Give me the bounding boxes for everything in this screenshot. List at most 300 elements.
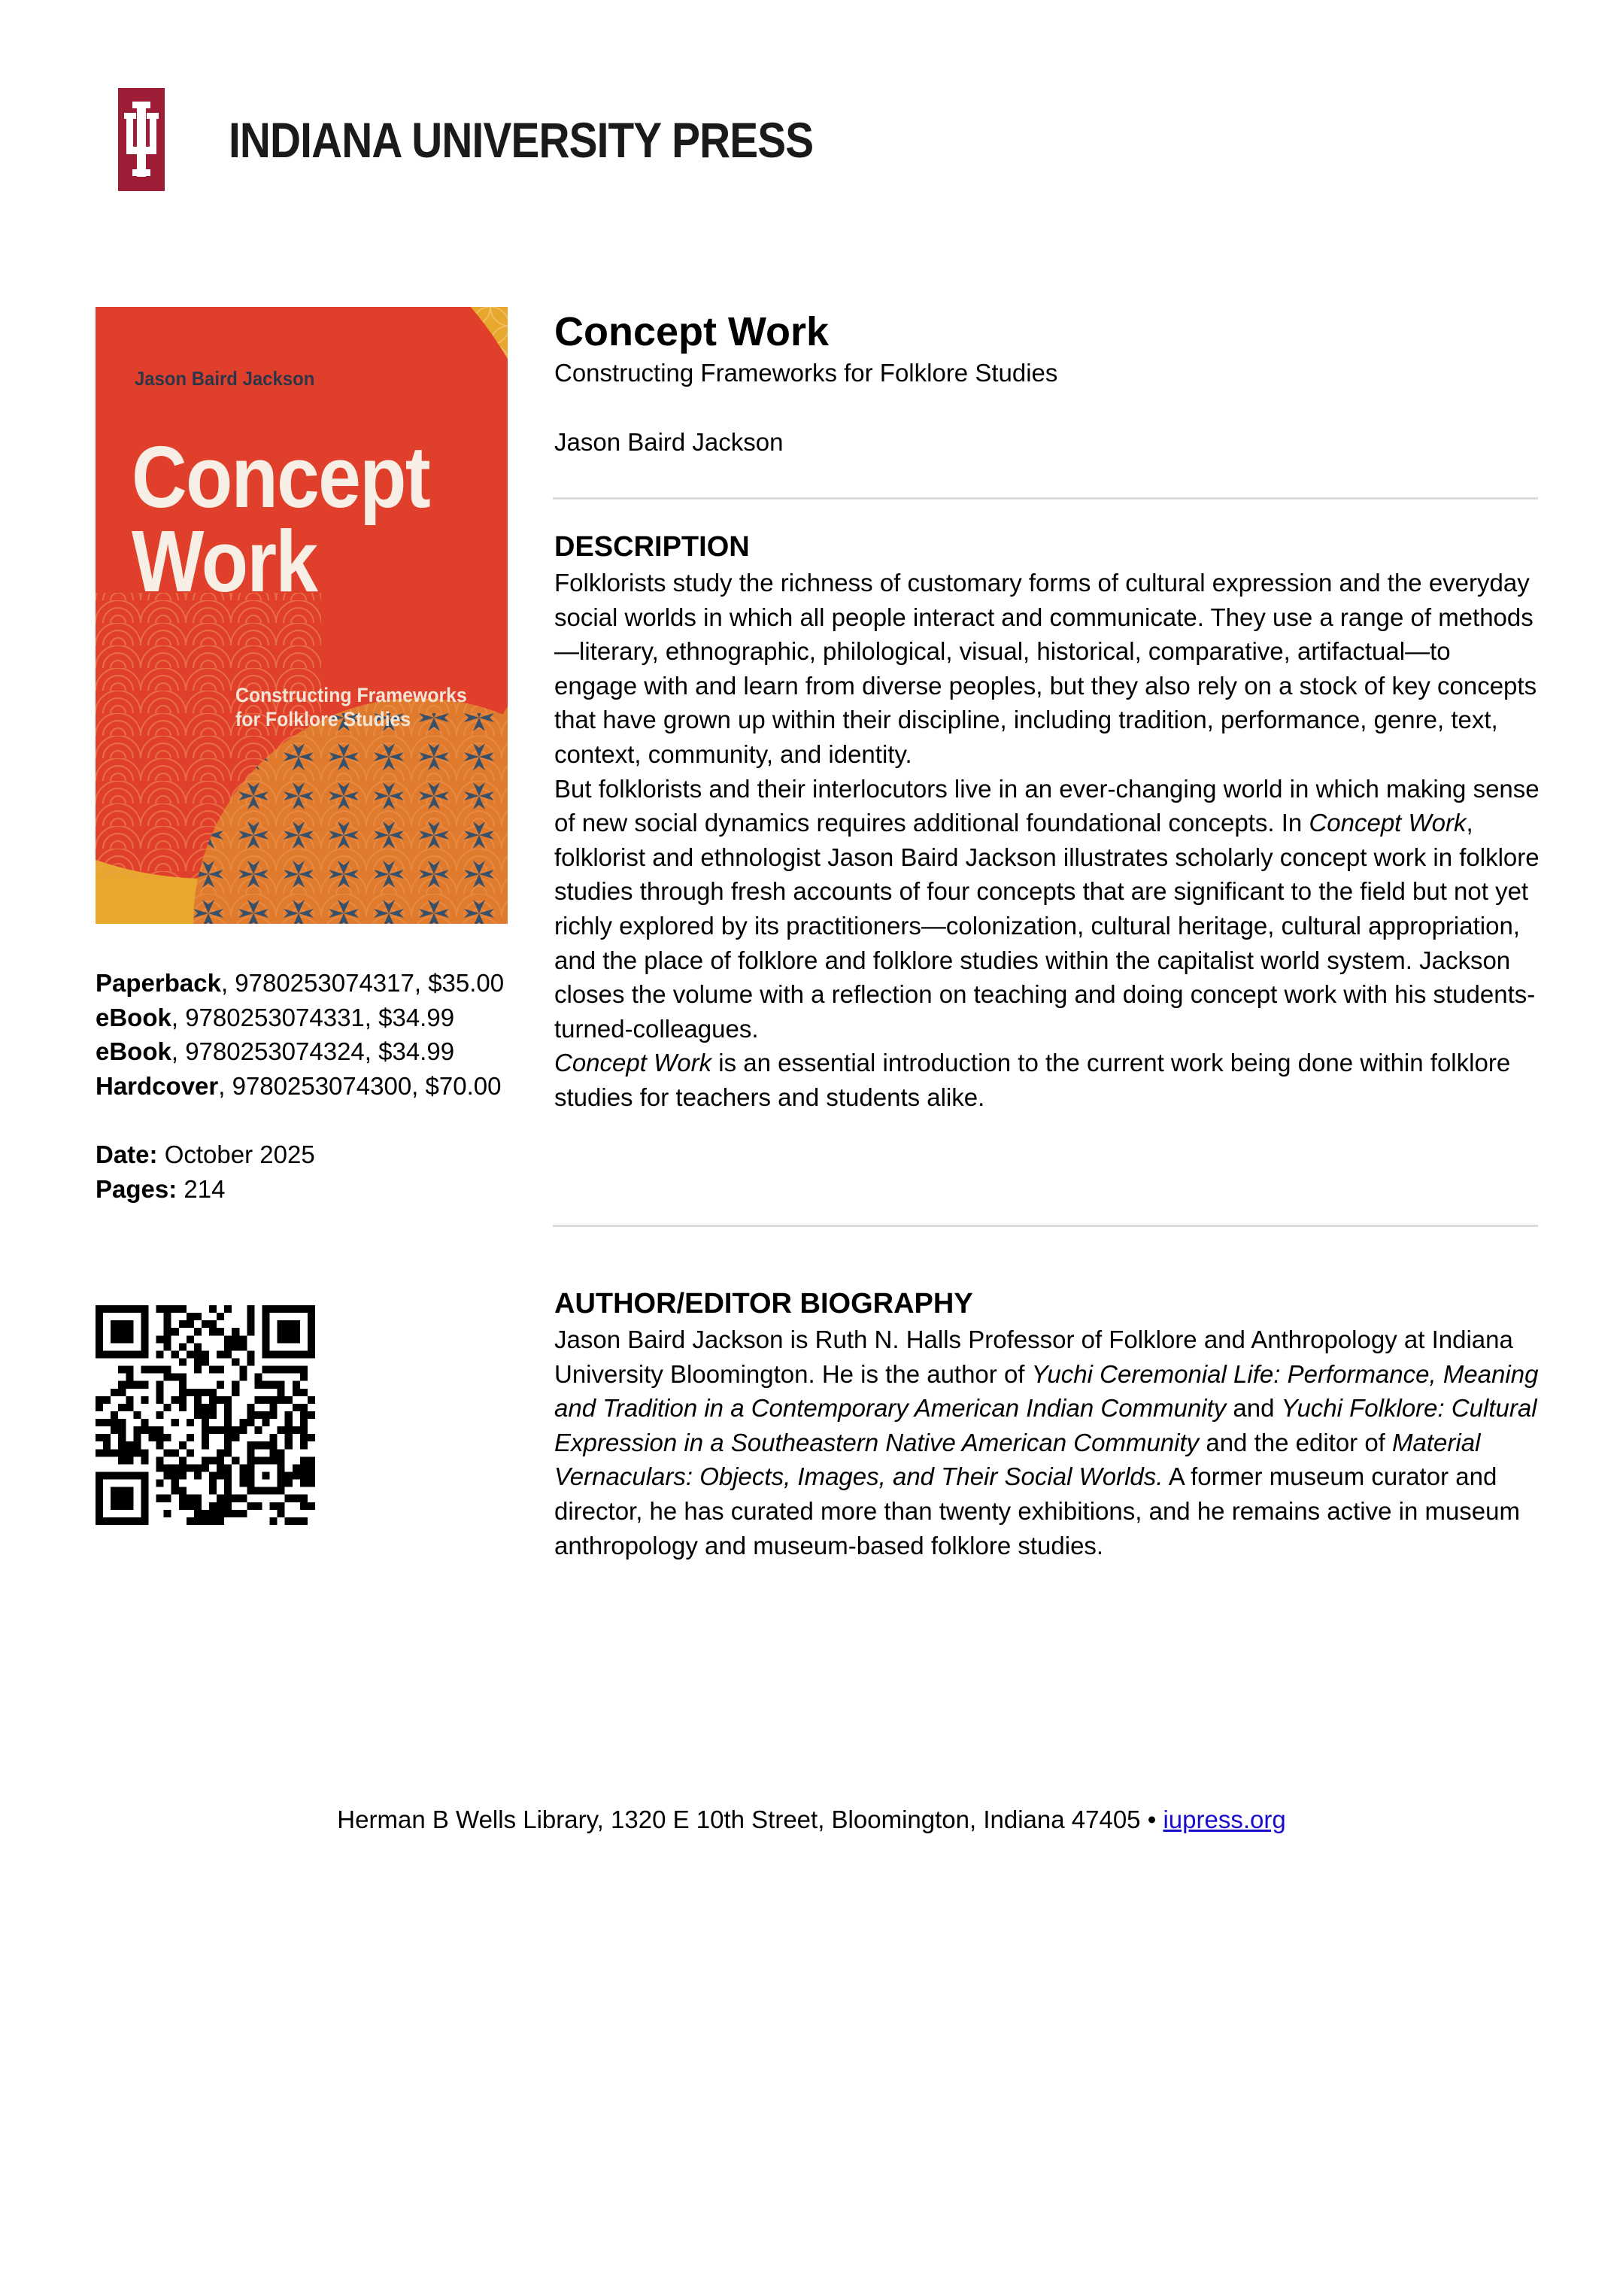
qr-module [194,1495,202,1502]
qr-module [247,1404,254,1411]
qr-module [202,1389,209,1396]
qr-module [262,1320,270,1328]
qr-module [285,1495,293,1502]
qr-module [126,1374,133,1381]
format-entry [96,1001,517,1035]
text-run: Jason Baird Jackson is Ruth N. Halls Professor of Folklore and Anthropology at Indiana University Bloomington. He is the author of [554,1326,1513,1388]
qr-module [217,1350,224,1358]
qr-module [217,1396,224,1404]
qr-module [194,1366,202,1374]
qr-module [285,1411,293,1419]
qr-module [209,1517,217,1525]
qr-module [262,1456,270,1464]
qr-module [126,1350,133,1358]
qr-module [171,1487,179,1495]
qr-module [262,1381,270,1389]
qr-module [262,1350,270,1358]
qr-module [247,1419,254,1426]
qr-module [133,1350,141,1358]
qr-module [194,1358,202,1365]
qr-module [270,1350,278,1358]
qr-module [118,1495,126,1502]
qr-module [194,1343,202,1350]
qr-module [111,1335,118,1343]
qr-module [126,1502,133,1510]
qr-module [224,1404,232,1411]
qr-module [262,1305,270,1313]
qr-module [202,1404,209,1411]
qr-module [141,1320,148,1328]
qr-module [179,1487,187,1495]
qr-module [126,1320,133,1328]
format-entry [96,1069,517,1104]
qr-module [202,1426,209,1434]
qr-module [217,1495,224,1502]
italic-title: Material Vernaculars: Objects, Images, and Their Social Worlds. [554,1428,1481,1491]
qr-module [118,1449,126,1456]
text-run: and [1226,1394,1282,1423]
qr-module [126,1449,133,1456]
qr-module [308,1480,315,1487]
qr-module [164,1320,171,1328]
qr-module [111,1419,118,1426]
qr-module [209,1366,217,1374]
qr-module [96,1472,103,1480]
qr-module [224,1502,232,1510]
qr-module [96,1320,103,1328]
paragraph [554,1323,1540,1563]
qr-module [232,1495,239,1502]
qr-module [247,1464,254,1471]
format-entry [96,1034,517,1069]
qr-module [96,1434,103,1441]
qr-module [118,1434,126,1441]
qr-module [103,1441,111,1449]
qr-module [254,1374,262,1381]
qr-module [224,1343,232,1350]
italic-title: Concept Work [554,1049,712,1077]
qr-module [103,1350,111,1358]
qr-module [118,1419,126,1426]
qr-module [187,1389,194,1396]
qr-module [156,1480,164,1487]
qr-module [111,1472,118,1480]
qr-module [239,1335,247,1343]
qr-module [164,1335,171,1343]
qr-module [278,1510,285,1517]
book-cover-image [96,307,508,924]
qr-module [293,1335,300,1343]
qr-module [293,1305,300,1313]
qr-module [148,1426,156,1434]
qr-module [164,1472,171,1480]
qr-module [239,1419,247,1426]
qr-module [217,1502,224,1510]
qr-module [209,1456,217,1464]
cover-title-line: Work [132,512,317,610]
qr-module [179,1305,187,1313]
qr-module [148,1434,156,1441]
qr-module [96,1328,103,1335]
qr-module [103,1517,111,1525]
qr-module [202,1350,209,1358]
qr-module [308,1396,315,1404]
qr-module [96,1404,103,1411]
qr-module [148,1366,156,1374]
qr-module [308,1411,315,1419]
qr-module [118,1328,126,1335]
qr-module [247,1411,254,1419]
qr-module [194,1510,202,1517]
text-run: A former museum curator and director, he has curated more than twenty exhibitions, and he remains active in museum anthropology and museum-based folklore studies. [554,1462,1521,1560]
qr-module [171,1480,179,1487]
qr-module [179,1456,187,1464]
qr-module [133,1381,141,1389]
qr-module [239,1464,247,1471]
qr-module [118,1502,126,1510]
qr-module [187,1320,194,1328]
qr-module [285,1305,293,1313]
text-run: But folklorists and their interlocutors live in an ever-changing world in which making sense of new social dynamics requires additional foundational concepts. In [554,774,1540,837]
qr-module [217,1449,224,1456]
qr-module [118,1320,126,1328]
qr-module [118,1381,126,1389]
qr-module [156,1350,164,1358]
qr-module [179,1358,187,1365]
qr-module [278,1366,285,1374]
qr-module [239,1374,247,1381]
qr-module [232,1358,239,1365]
qr-module [224,1464,232,1471]
qr-module [96,1396,103,1404]
biography-section [554,1285,1540,1563]
qr-module [209,1480,217,1487]
qr-module [133,1426,141,1434]
qr-module [285,1320,293,1328]
qr-module [156,1366,164,1374]
iu-trident-icon [118,88,165,191]
qr-module [187,1517,194,1525]
qr-module [111,1389,118,1396]
qr-module [118,1305,126,1313]
qr-module [224,1396,232,1404]
qr-module [300,1517,308,1525]
qr-module [202,1320,209,1328]
biography-text [554,1323,1540,1563]
qr-module [308,1434,315,1441]
qr-module [194,1464,202,1471]
qr-module [300,1350,308,1358]
qr-code-icon[interactable] [96,1305,315,1525]
qr-module [262,1343,270,1350]
qr-module [247,1350,254,1358]
qr-module [118,1426,126,1434]
format-name: Paperback [96,969,221,997]
qr-module [278,1335,285,1343]
qr-module [262,1313,270,1320]
qr-module [262,1366,270,1374]
qr-module [141,1495,148,1502]
qr-module [111,1517,118,1525]
qr-module [141,1350,148,1358]
qr-module [141,1313,148,1320]
qr-module [300,1404,308,1411]
qr-module [270,1396,278,1404]
qr-module [278,1502,285,1510]
text-run: Folklorists study the richness of customary forms of cultural expression and the everyday social worlds in which all people interact and communicate. They use a range of methods—literary, ethnographic, philological, visual, historical, comparative, artifactual—to engage with and learn from diverse peoples, but they also rely on a stock of key concepts that have grown up within their discipline, including tradition, performance, genre, text, context, community, and identity. [554,569,1537,768]
qr-module [224,1472,232,1480]
qr-module [111,1305,118,1313]
qr-module [300,1495,308,1502]
qr-module [278,1350,285,1358]
description-section [554,528,1540,1115]
qr-module [224,1510,232,1517]
qr-module [194,1517,202,1525]
qr-module [141,1328,148,1335]
qr-module [308,1502,315,1510]
qr-module [141,1487,148,1495]
qr-module [300,1502,308,1510]
qr-module [270,1366,278,1374]
qr-module [111,1487,118,1495]
qr-module [133,1411,141,1419]
qr-module [156,1389,164,1396]
qr-module [217,1464,224,1471]
qr-module [171,1396,179,1404]
website-link[interactable]: iupress.org [1163,1806,1286,1833]
qr-module [308,1305,315,1313]
divider [553,497,1538,500]
qr-module [285,1328,293,1335]
qr-module [194,1389,202,1396]
qr-module [164,1374,171,1381]
qr-module [118,1350,126,1358]
qr-module [179,1374,187,1381]
divider [553,1225,1538,1227]
qr-module [141,1419,148,1426]
date-label: Date: [96,1140,158,1168]
qr-module [194,1396,202,1404]
qr-module [293,1366,300,1374]
qr-module [156,1411,164,1419]
qr-module [262,1441,270,1449]
qr-module [224,1480,232,1487]
qr-module [300,1464,308,1471]
qr-module [141,1456,148,1464]
qr-module [293,1320,300,1328]
qr-module [293,1389,300,1396]
qr-module [254,1411,262,1419]
qr-module [96,1480,103,1487]
qr-module [270,1411,278,1419]
qr-module [156,1381,164,1389]
qr-module [308,1350,315,1358]
qr-module [103,1472,111,1480]
qr-module [217,1472,224,1480]
qr-module [247,1449,254,1456]
qr-module [179,1404,187,1411]
qr-module [194,1502,202,1510]
qr-module [164,1328,171,1335]
qr-module [156,1441,164,1449]
qr-module [96,1502,103,1510]
qr-module [247,1320,254,1328]
qr-module [141,1510,148,1517]
qr-module [141,1517,148,1525]
qr-module [133,1305,141,1313]
qr-module [224,1426,232,1434]
qr-module [202,1510,209,1517]
qr-module [247,1456,254,1464]
qr-module [262,1335,270,1343]
qr-module [111,1495,118,1502]
qr-module [156,1396,164,1404]
qr-module [224,1350,232,1358]
qr-module [247,1472,254,1480]
qr-module [278,1426,285,1434]
format-name: eBook [96,1003,171,1031]
qr-module [171,1449,179,1456]
qr-module [156,1426,164,1434]
qr-module [224,1495,232,1502]
qr-module [141,1343,148,1350]
qr-module [194,1350,202,1358]
publisher-name: INDIANA UNIVERSITY PRESS [229,112,814,168]
qr-module [187,1464,194,1471]
qr-module [232,1328,239,1335]
qr-module [118,1456,126,1464]
qr-module [270,1517,278,1525]
paragraph [554,772,1540,1046]
qr-module [293,1328,300,1335]
format-name: eBook [96,1037,171,1065]
qr-module [209,1389,217,1396]
qr-module [217,1510,224,1517]
qr-module [285,1366,293,1374]
footer-address: Herman B Wells Library, 1320 E 10th Street, Bloomington, Indiana 47405 [337,1806,1141,1833]
qr-module [96,1419,103,1426]
qr-module [194,1404,202,1411]
qr-module [111,1411,118,1419]
qr-module [293,1464,300,1471]
qr-module [254,1487,262,1495]
qr-module [278,1472,285,1480]
qr-module [209,1426,217,1434]
qr-module [270,1487,278,1495]
qr-module [126,1495,133,1502]
qr-module [224,1441,232,1449]
qr-module [133,1517,141,1525]
qr-module [141,1426,148,1434]
qr-module [156,1335,164,1343]
qr-module [202,1358,209,1365]
qr-module [217,1313,224,1320]
italic-title: Yuchi Folklore: Cultural Expression in a Southeastern Native American Community [554,1394,1537,1456]
qr-module [209,1305,217,1313]
qr-module [141,1366,148,1374]
qr-module [308,1328,315,1335]
qr-module [118,1389,126,1396]
qr-module [308,1313,315,1320]
qr-module [209,1328,217,1335]
qr-module [179,1502,187,1510]
qr-module [224,1335,232,1343]
qr-module [171,1472,179,1480]
qr-module [262,1328,270,1335]
text-run: is an essential introduction to the current work being done within folklore studies for teachers and students alike. [554,1049,1511,1111]
qr-module [293,1350,300,1358]
qr-module [103,1396,111,1404]
description-text [554,566,1540,1115]
description-heading: DESCRIPTION [554,531,750,563]
qr-module [126,1305,133,1313]
qr-module [187,1495,194,1502]
qr-module [285,1335,293,1343]
italic-title: Yuchi Ceremonial Life: Performance, Meaning and Tradition in a Contemporary American Indian Community [554,1359,1539,1423]
qr-module [254,1381,262,1389]
qr-module [247,1487,254,1495]
qr-module [254,1396,262,1404]
qr-module [202,1464,209,1471]
qr-module [217,1517,224,1525]
qr-module [239,1366,247,1374]
cover-artwork [96,307,508,924]
qr-module [187,1502,194,1510]
qr-module [300,1480,308,1487]
qr-module [300,1434,308,1441]
cover-title-line: Concept [132,428,429,526]
qr-module [254,1441,262,1449]
qr-module [217,1381,224,1389]
qr-module [187,1350,194,1358]
qr-module [224,1419,232,1426]
qr-module [232,1456,239,1464]
qr-module [278,1389,285,1396]
qr-module [293,1404,300,1411]
qr-module [126,1396,133,1404]
qr-module [247,1305,254,1313]
qr-module [308,1320,315,1328]
qr-module [126,1472,133,1480]
qr-module [103,1419,111,1426]
qr-module [224,1487,232,1495]
qr-module [141,1502,148,1510]
qr-module [270,1449,278,1456]
qr-module [285,1441,293,1449]
qr-module [262,1487,270,1495]
qr-module [133,1434,141,1441]
qr-module [96,1487,103,1495]
qr-module [156,1434,164,1441]
qr-module [217,1328,224,1335]
qr-module [232,1335,239,1343]
qr-module [224,1434,232,1441]
format-isbn-price: , 9780253074317, $35.00 [220,969,505,997]
qr-module [187,1434,194,1441]
qr-module [300,1456,308,1464]
qr-module [239,1343,247,1350]
qr-module [278,1381,285,1389]
cover-subtitle-line: for Folklore Studies [235,708,411,730]
qr-module [232,1510,239,1517]
qr-module [141,1472,148,1480]
qr-module [96,1335,103,1343]
qr-module [232,1389,239,1396]
qr-module [111,1328,118,1335]
paragraph [554,566,1540,772]
qr-module [300,1419,308,1426]
qr-module [300,1305,308,1313]
